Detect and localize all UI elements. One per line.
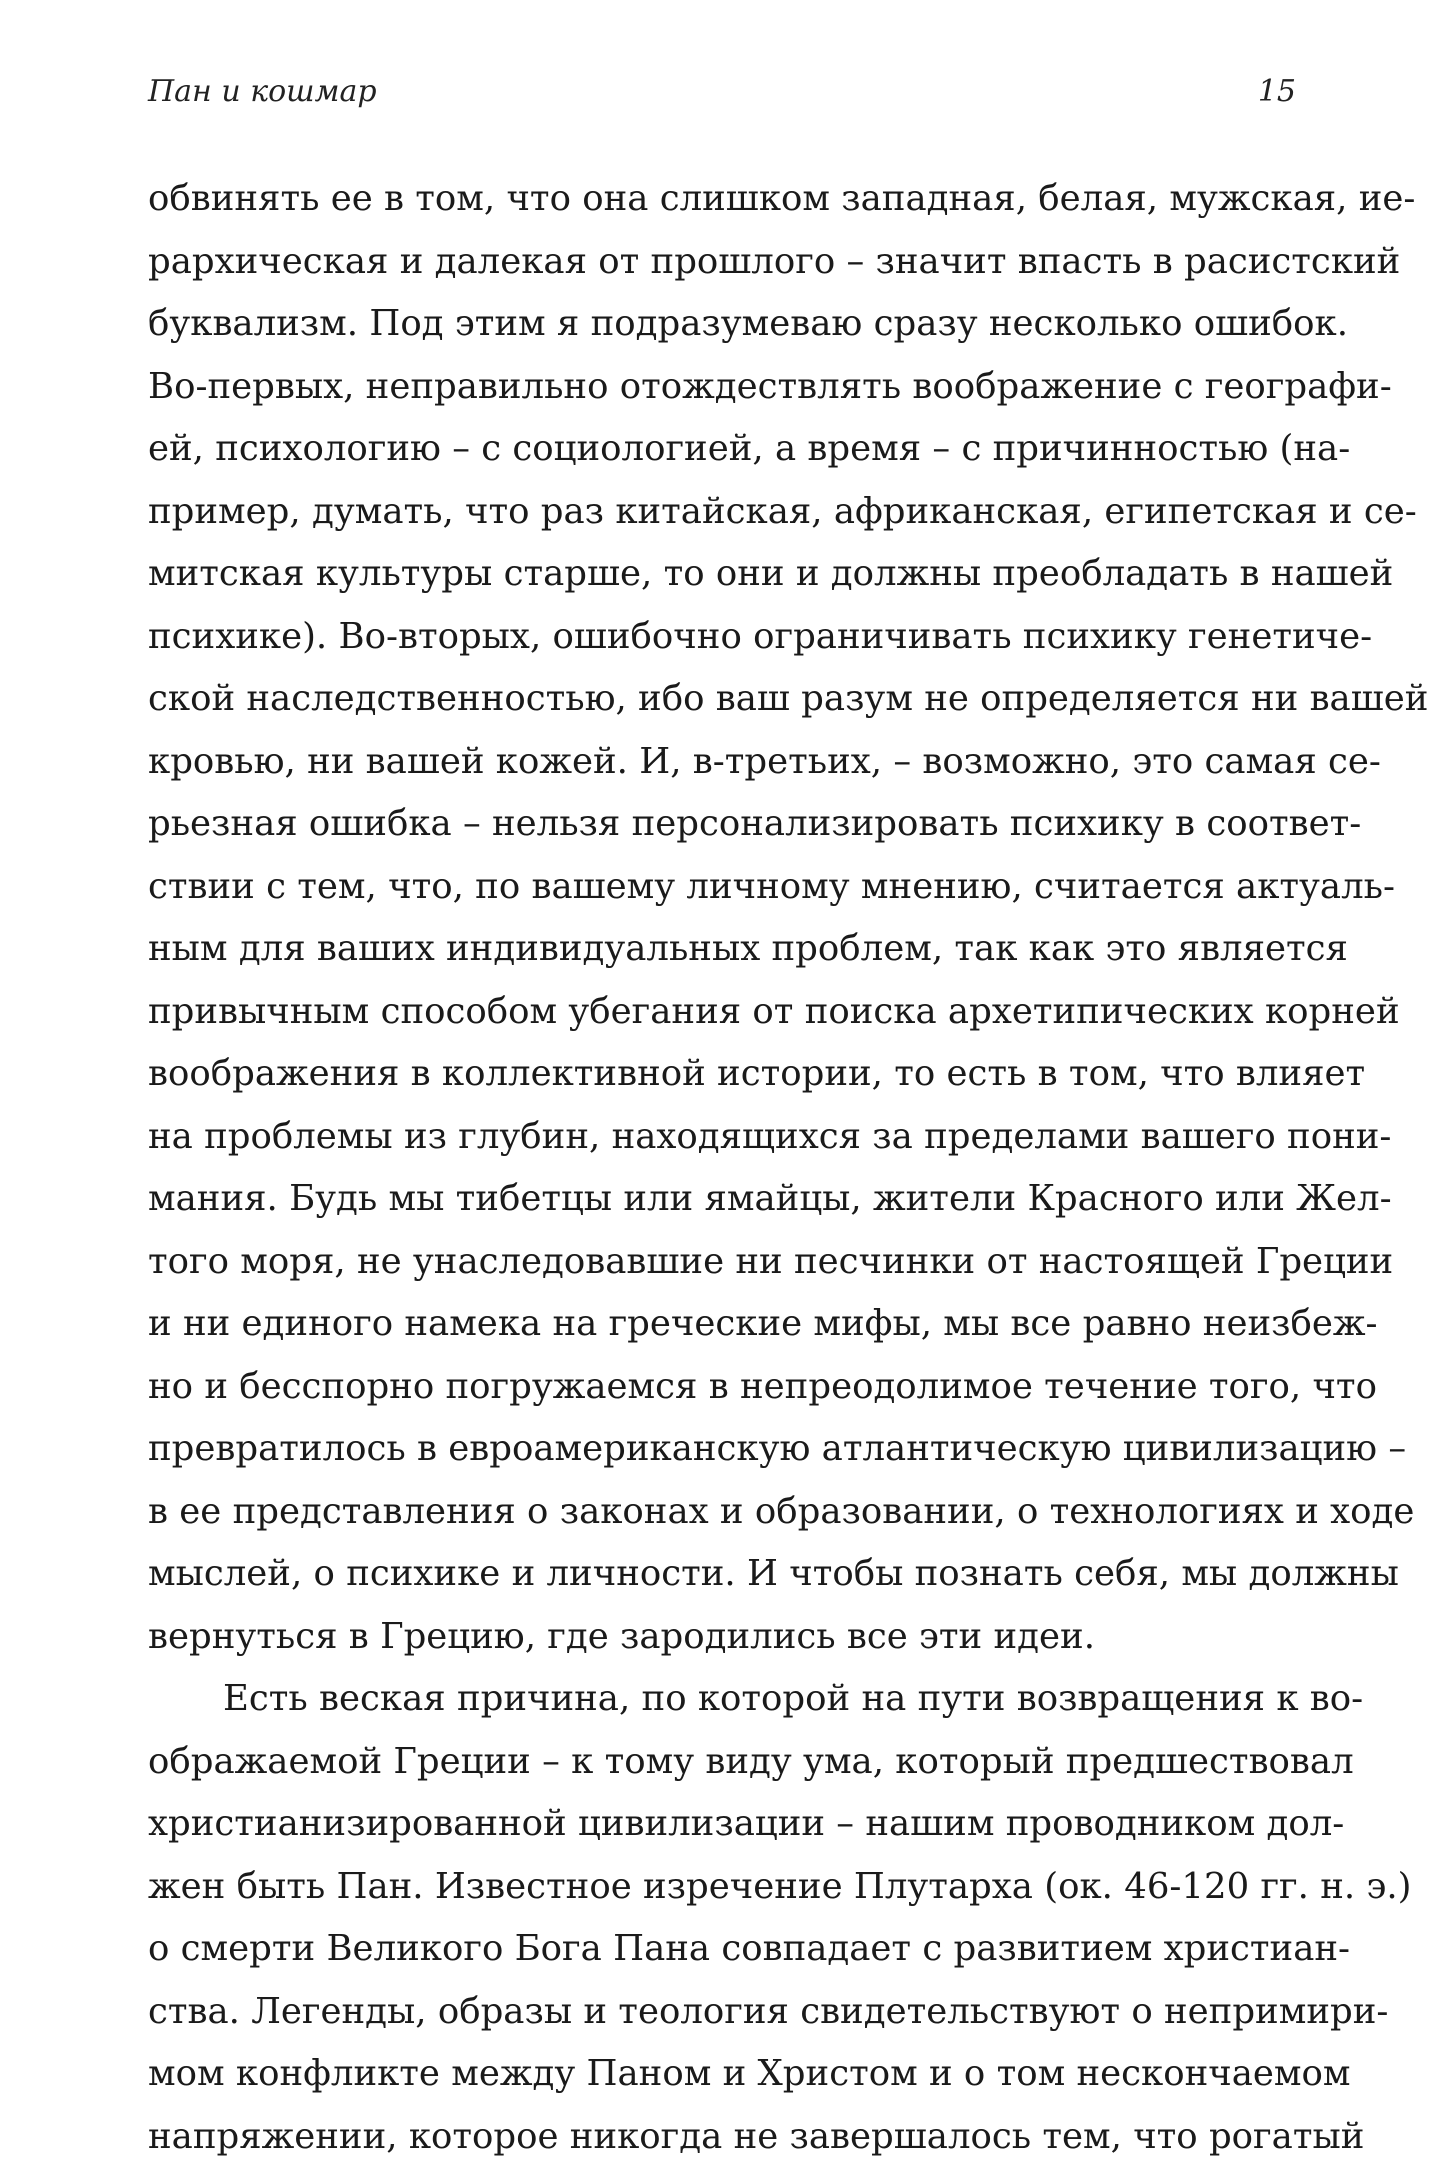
text-line: ей, психологию – с социологией, а время – с причинностью (на- xyxy=(148,418,1296,481)
paragraph xyxy=(148,1668,1296,2168)
text-line: в ее представления о законах и образовании, о технологиях и ходе xyxy=(148,1481,1296,1544)
text-line: ным для ваших индивидуальных проблем, так как это является xyxy=(148,918,1296,981)
text-line: буквализм. Под этим я подразумеваю сразу несколько ошибок. xyxy=(148,293,1296,356)
text-line: митская культуры старше, то они и должны преобладать в нашей xyxy=(148,543,1296,606)
text-line: превратилось в евроамериканскую атлантическую цивилизацию – xyxy=(148,1418,1296,1481)
text-line: пример, думать, что раз китайская, африканская, египетская и се- xyxy=(148,481,1296,544)
paragraph xyxy=(148,168,1296,1668)
text-line: напряжении, которое никогда не завершалось тем, что рогатый xyxy=(148,2106,1296,2168)
text-line: психике). Во-вторых, ошибочно ограничивать психику генетиче- xyxy=(148,606,1296,669)
text-line: ства. Легенды, образы и теология свидетельствуют о непримири- xyxy=(148,1981,1296,2044)
text-line: о смерти Великого Бога Пана совпадает с развитием христиан- xyxy=(148,1918,1296,1981)
text-line: мания. Будь мы тибетцы или ямайцы, жители Красного или Жел- xyxy=(148,1168,1296,1231)
text-line: мом конфликте между Паном и Христом и о том нескончаемом xyxy=(148,2043,1296,2106)
text-line: Есть веская причина, по которой на пути возвращения к во- xyxy=(148,1668,1296,1731)
text-line: ображаемой Греции – к тому виду ума, который предшествовал xyxy=(148,1731,1296,1794)
text-line: ствии с тем, что, по вашему личному мнению, считается актуаль- xyxy=(148,856,1296,919)
body-text xyxy=(148,168,1296,2168)
page-number: 15 xyxy=(1258,68,1296,116)
text-line: привычным способом убегания от поиска архетипических корней xyxy=(148,981,1296,1044)
text-line: кровью, ни вашей кожей. И, в-третьих, – возможно, это самая се- xyxy=(148,731,1296,794)
text-line: но и бесспорно погружаемся в непреодолимое течение того, что xyxy=(148,1356,1296,1419)
text-line: жен быть Пан. Известное изречение Плутарха (ок. 46-120 гг. н. э.) xyxy=(148,1856,1296,1919)
text-line: вернуться в Грецию, где зародились все эти идеи. xyxy=(148,1606,1296,1669)
running-header xyxy=(148,68,1296,116)
text-line: мыслей, о психике и личности. И чтобы познать себя, мы должны xyxy=(148,1543,1296,1606)
running-title: Пан и кошмар xyxy=(148,68,377,116)
text-line: на проблемы из глубин, находящихся за пределами вашего пони- xyxy=(148,1106,1296,1169)
text-line: рархическая и далекая от прошлого – значит впасть в расистский xyxy=(148,231,1296,294)
text-line: Во-первых, неправильно отождествлять воображение с географи- xyxy=(148,356,1296,419)
text-line: того моря, не унаследовавшие ни песчинки от настоящей Греции xyxy=(148,1231,1296,1294)
text-line: рьезная ошибка – нельзя персонализировать психику в соответ- xyxy=(148,793,1296,856)
text-line: обвинять ее в том, что она слишком западная, белая, мужская, ие- xyxy=(148,168,1296,231)
text-line: христианизированной цивилизации – нашим проводником дол- xyxy=(148,1793,1296,1856)
text-line: воображения в коллективной истории, то есть в том, что влияет xyxy=(148,1043,1296,1106)
text-line: ской наследственностью, ибо ваш разум не определяется ни вашей xyxy=(148,668,1296,731)
text-line: и ни единого намека на греческие мифы, мы все равно неизбеж- xyxy=(148,1293,1296,1356)
